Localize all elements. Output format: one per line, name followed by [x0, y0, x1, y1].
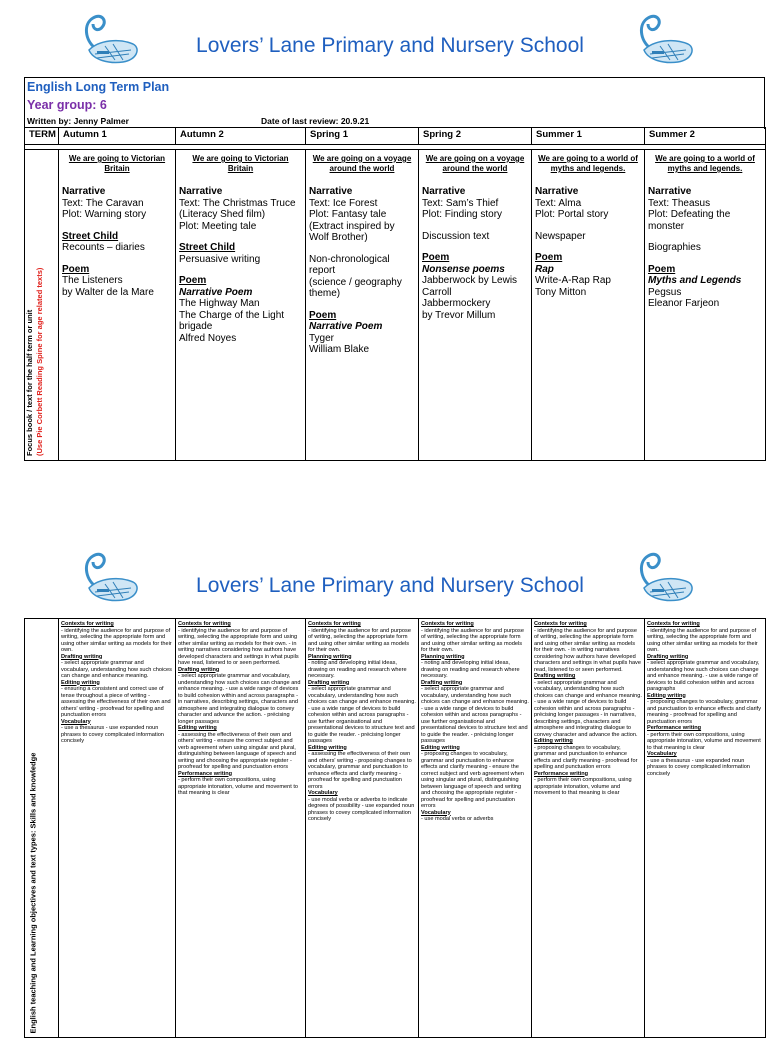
section-line: Plot: Warning story	[62, 209, 147, 220]
row-label-note: (Use Pie Corbett Reading Spine for age related texts)	[35, 267, 44, 456]
skill-text: - use modal verbs or adverbs	[421, 816, 494, 822]
section-subheading: Narrative Poem	[179, 286, 253, 298]
section-line: Text: The Christmas Truce	[179, 197, 296, 209]
skills-label: English teaching and Learning objectives and text types: Skills and knowledge	[28, 752, 38, 1033]
written-by: Written by: Jenny Palmer	[27, 116, 129, 126]
skill-heading: Performance writing	[178, 770, 233, 777]
skill-heading: Drafting writing	[61, 653, 103, 660]
term-section	[179, 186, 302, 232]
skill-text: - identifying the audience for and purpose of writing, selecting the appropriate form and using other similar writing as models for their own.	[308, 627, 411, 653]
section-line: The Highway Man	[179, 298, 260, 309]
term-cell	[59, 150, 176, 461]
term-section	[309, 310, 415, 356]
row-label: Focus book / text for the half term or unit	[25, 309, 34, 456]
skill-heading: Editing writing	[308, 744, 347, 751]
skill-heading: Drafting writing	[534, 673, 576, 679]
skill-heading: Vocabulary	[308, 790, 338, 796]
section-line: Newspaper	[535, 230, 586, 242]
section-line: Eleanor Farjeon	[648, 298, 720, 309]
skill-heading: Editing writing	[61, 679, 100, 686]
skill-heading: Contexts for writing	[178, 621, 231, 627]
section-line: (Literacy Shed film)	[179, 209, 266, 220]
skill-heading: Drafting writing	[647, 653, 689, 660]
section-line: Pegsus	[648, 286, 682, 298]
col-header: Summer 2	[645, 128, 766, 145]
col-header: Summer 1	[532, 128, 645, 145]
col-header: TERM	[25, 128, 59, 145]
section-line: by Walter de la Mare	[62, 286, 154, 298]
term-section	[309, 186, 415, 244]
skill-heading: Drafting writing	[421, 679, 463, 686]
section-heading: Poem	[535, 252, 563, 263]
swan-logo	[75, 10, 147, 70]
section-heading: Poem	[309, 309, 337, 321]
term-cell	[645, 150, 766, 461]
section-line: (Extract inspired by Wolf Brother)	[309, 220, 395, 243]
skill-heading: Contexts for writing	[421, 621, 474, 627]
skills-cell	[306, 619, 419, 1038]
skill-text: - select appropriate grammar and vocabulary, understanding how such choices can change and enhance meaning. - use a wide range of devices to build cohesion within and across paragraphs	[647, 660, 760, 692]
school-title: Lovers’ Lane Primary and Nursery School	[196, 34, 584, 57]
skill-text: - ensuring a consistent and correct use of tense throughout a piece of writing - assessing the effectiveness of their own and others' writing - proofread for spelling and punctuation errors	[61, 686, 171, 718]
skill-text: - perform their own compositions, using appropriate intonation, volume and movement to that meaning is clear	[178, 777, 299, 796]
skill-text: - proposing changes to vocabulary, grammar and punctuation to enhance effects and clarify meaning - ensure the correct subject and verb agreement when using singular and plural, distinguishing between language of speech and writing and choosing the appropriate register - proofread for spelling and punctuation errors	[421, 751, 524, 809]
skill-heading: Editing writing	[534, 738, 573, 744]
skills-cell	[419, 619, 532, 1038]
skill-text: - assessing the effectiveness of their own and others' writing - ensure the correct subject and verb agreement when using singular and plural, distinguishing between language of speech and writing and choosing the appropriate register - proofread for spelling and punctuation errors	[178, 731, 296, 770]
section-line: Non-chronological report	[309, 253, 390, 276]
skill-text: - perform their own compositions, using appropriate intonation, volume and movement to that meaning is clear	[534, 777, 632, 796]
swan-logo	[75, 548, 147, 608]
skill-text: - select appropriate grammar and vocabulary, understanding how such choices can change and enhance meaning. - use a wide range of devices to build cohesion within and across paragraphs - use further organisational and presentational devices to structure text and to guide the reader. - précising longer passages	[308, 686, 416, 744]
section-line: Recounts – diaries	[62, 242, 145, 253]
skill-heading: Vocabulary	[61, 718, 91, 725]
section-line: William Blake	[309, 344, 370, 355]
school-title: Lovers’ Lane Primary and Nursery School	[196, 574, 584, 597]
term-section	[62, 231, 172, 254]
section-line: Plot: Portal story	[535, 209, 609, 220]
term-goal: We are going to Victorian Britain	[192, 154, 289, 173]
term-section	[179, 275, 302, 344]
section-heading: Street Child	[62, 230, 119, 242]
section-heading: Poem	[422, 252, 450, 263]
section-heading: Poem	[648, 263, 676, 275]
skills-label-cell	[25, 619, 59, 1038]
col-header: Spring 2	[419, 128, 532, 145]
term-header-row	[25, 128, 766, 145]
skill-heading: Performance writing	[534, 770, 589, 777]
skill-text: - select appropriate grammar and vocabulary, understanding how such choices can change and enhance meaning. - use a wide range of devices to build cohesion within and across paragraphs - in narratives, describing settings, characters and atmosphere and integrating dialogue to convey character and advance the action. - précising longer passages	[178, 673, 301, 725]
skill-heading: Planning writing	[308, 653, 352, 660]
row-label-cell	[25, 150, 59, 461]
term-section	[535, 252, 641, 298]
skill-heading: Vocabulary	[647, 751, 677, 757]
section-line: Text: Ice Forest	[309, 197, 378, 209]
section-line: Discussion text	[422, 230, 490, 242]
year-group: Year group: 6	[27, 98, 107, 112]
skill-text: - select appropriate grammar and vocabulary, understanding how such choices can change and enhance meaning. - use a wide range of devices to build cohesion within and across paragraphs - précising longer passages - in narratives, describing settings, characters and atmosphere and integrating dialogue to convey character and advance the action.	[534, 679, 642, 738]
skill-heading: Contexts for writing	[534, 621, 587, 627]
skill-heading: Contexts for writing	[647, 621, 700, 627]
col-header: Spring 1	[306, 128, 419, 145]
swan-logo	[630, 548, 702, 608]
focus-row	[25, 150, 766, 461]
skill-text: - select appropriate grammar and vocabulary, understanding how such choices can change and enhance meaning. - use a wide range of devices to build cohesion within and across paragraphs - use further organisational and presentational devices to structure text and to guide the reader. - précising longer passages	[421, 686, 529, 744]
skill-heading: Contexts for writing	[61, 621, 114, 627]
term-cell	[176, 150, 306, 461]
term-section	[179, 242, 302, 265]
section-subheading: Myths and Legends	[648, 275, 742, 286]
term-section	[648, 242, 762, 254]
col-header: Autumn 1	[59, 128, 176, 145]
section-line: Plot: Defeating the monster	[648, 209, 731, 232]
section-heading: Street Child	[179, 242, 236, 253]
skill-text: - use a thesaurus - use expanded noun phrases to covey complicated information concisely	[647, 757, 750, 777]
section-line: Text: The Caravan	[62, 197, 144, 209]
term-goal: We are going to a world of myths and legends.	[538, 154, 638, 173]
term-section	[648, 264, 762, 310]
skill-text: - identifying the audience for and purpose of writing, selecting the appropriate form and using other similar writing as models for their own.	[61, 627, 172, 653]
section-heading: Narrative	[648, 186, 692, 197]
section-line: Plot: Meeting tale	[179, 220, 257, 232]
section-subheading: Nonsense poems	[422, 263, 505, 275]
section-line: Write-A-Rap Rap	[535, 275, 611, 286]
skill-text: - use modal verbs or adverbs to indicate degrees of possibility - use expanded noun phrases to covey complicated information concisely	[308, 796, 415, 822]
skills-cell	[645, 619, 766, 1038]
term-table	[24, 127, 766, 461]
term-cell	[306, 150, 419, 461]
section-heading: Narrative	[309, 186, 353, 197]
term-section	[648, 186, 762, 232]
section-line: Plot: Finding story	[422, 209, 503, 220]
skill-heading: Editing writing	[421, 744, 460, 751]
section-line: by Trevor Millum	[422, 309, 496, 321]
skill-text: - assessing the effectiveness of their own and others' writing - proposing changes to vocabulary, grammar and punctuation to enhance effects and clarify meaning - proofread for spelling and punctuation errors	[308, 751, 412, 790]
skill-heading: Editing writing	[647, 692, 686, 699]
skills-cell	[59, 619, 176, 1038]
section-line: Plot: Fantasy tale	[309, 209, 387, 220]
section-subheading: Rap	[535, 263, 554, 275]
review-date: Date of last review: 20.9.21	[261, 116, 370, 126]
section-heading: Narrative	[535, 186, 579, 197]
section-line: Text: Theasus	[648, 197, 711, 209]
skill-text: - identifying the audience for and purpose of writing, selecting the appropriate form and using other similar writing as models for their own.	[647, 627, 758, 653]
swan-logo	[630, 10, 702, 70]
page2-header	[0, 548, 768, 618]
section-line: Jabberwock by Lewis Carroll	[422, 275, 518, 298]
term-section	[535, 186, 641, 221]
skills-cell	[532, 619, 645, 1038]
term-section	[422, 252, 528, 321]
section-subheading: Narrative Poem	[309, 321, 383, 332]
skill-heading: Drafting writing	[308, 679, 350, 686]
skill-text: - noting and developing initial ideas, drawing on reading and research where necessary.	[308, 660, 407, 679]
term-section	[62, 186, 172, 221]
section-heading: Narrative	[179, 186, 223, 197]
term-goal: We are going on a voyage around the world	[425, 154, 525, 173]
term-section	[62, 264, 172, 299]
term-goal: We are going to a world of myths and legends.	[655, 154, 755, 173]
section-line: (science / geography theme)	[309, 276, 402, 299]
skill-text: - identifying the audience for and purpose of writing, selecting the appropriate form and using other similar writing as models for their own.	[421, 627, 524, 653]
term-section	[309, 254, 415, 300]
skill-text: - identifying the audience for and purpose of writing, selecting the appropriate form and using other similar writing as models for their own. - in writing narratives considering how authors have developed characters and settings in what pupils have read, listened to or seen performed.	[178, 627, 299, 666]
term-section	[422, 186, 528, 221]
skill-heading: Editing writing	[178, 725, 217, 731]
skill-text: - identifying the audience for and purpose of writing, selecting the appropriate form and using other similar writing as models for their own. - in writing narratives considering how authors have developed characters and settings in what pupils have read, listened to or seen performed.	[534, 627, 641, 673]
skill-text: - proposing changes to vocabulary, grammar and punctuation to enhance effects and clarify meaning - proofread for spelling and punctuation errors	[534, 744, 638, 770]
plan-meta	[24, 77, 765, 129]
term-cell	[419, 150, 532, 461]
section-line: Text: Sam’s Thief	[422, 197, 499, 209]
col-header: Autumn 2	[176, 128, 306, 145]
section-line: Tyger	[309, 332, 335, 344]
section-line: Persuasive writing	[179, 253, 261, 265]
term-goal: We are going on a voyage around the world	[312, 154, 412, 173]
section-line: Alfred Noyes	[179, 332, 237, 344]
skills-table	[24, 618, 766, 1038]
skill-text: - noting and developing initial ideas, drawing on reading and research where necessary.	[421, 660, 520, 679]
page1-header	[0, 10, 768, 80]
skill-text: - use a thesaurus - use expanded noun phrases to covey complicated information concisely	[61, 725, 164, 744]
section-line: Text: Alma	[535, 197, 582, 209]
skill-heading: Drafting writing	[178, 666, 220, 673]
section-heading: Poem	[62, 263, 90, 275]
term-section	[422, 231, 528, 243]
term-cell	[532, 150, 645, 461]
skill-heading: Vocabulary	[421, 809, 451, 816]
section-line: Biographies	[648, 242, 701, 253]
term-section	[535, 231, 641, 243]
term-goal: We are going to Victorian Britain	[68, 154, 166, 173]
skill-heading: Performance writing	[647, 725, 702, 731]
section-heading: Poem	[179, 275, 207, 286]
section-line: The Listeners	[62, 275, 123, 286]
skill-heading: Planning writing	[421, 653, 465, 660]
skills-cell	[176, 619, 306, 1038]
section-heading: Narrative	[62, 186, 106, 197]
section-line: Jabbermockery	[422, 298, 491, 309]
section-heading: Narrative	[422, 186, 466, 197]
skill-heading: Contexts for writing	[308, 621, 361, 627]
skill-text: - perform their own compositions, using appropriate intonation, volume and movement to that meaning is clear	[647, 731, 761, 751]
section-line: The Charge of the Light brigade	[179, 309, 285, 332]
plan-title: English Long Term Plan	[27, 80, 170, 94]
skill-text: - select appropriate grammar and vocabulary, understanding how such choices can change and enhance meaning.	[61, 660, 172, 679]
skills-row	[25, 619, 766, 1038]
skill-text: - proposing changes to vocabulary, grammar and punctuation to enhance effects and clarify meaning - proofread for spelling and punctuation errors	[647, 699, 762, 725]
section-line: Tony Mitton	[535, 286, 587, 298]
